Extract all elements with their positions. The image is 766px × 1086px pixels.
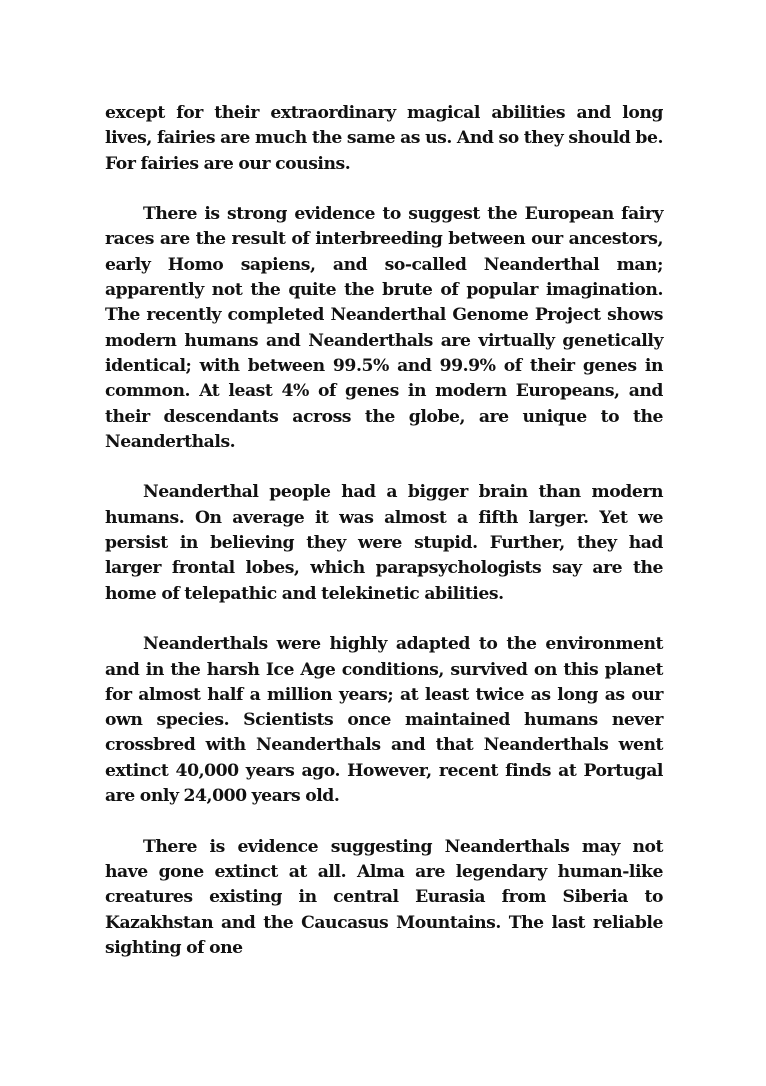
paragraph-4: Neanderthals were highly adapted to the environment and in the harsh Ice Age conditions, survived on this planet for almost half a million years; at least twice as long as our own species. Scientists once maintained humans never crossbred with Neanderthals and that Neanderthals went extinct 40,000 years ago. However, recent finds at Portugal are only 24,000 years old.: [105, 634, 663, 807]
document-page: [105, 101, 663, 961]
paragraph-5: There is evidence suggesting Neanderthals may not have gone extinct at all. Alma are legendary human-like creatures existing in central Eurasia from Siberia to Kazakhstan and the Caucasus Mountains. The last reliable sighting of one: [105, 836, 663, 958]
paragraph-2: There is strong evidence to suggest the European fairy races are the result of interbreeding between our ancestors, early Homo sapiens, and so-called Neanderthal man; apparently not the quite the brute of popular imagination. The recently completed Neanderthal Genome Project shows modern humans and Neanderthals are virtually genetically identical; with between 99.5% and 99.9% of their genes in common. At least 4% of genes in modern Europeans, and their descendants across the globe, are unique to the Neanderthals.: [105, 204, 663, 452]
paragraph-3: Neanderthal people had a bigger brain than modern humans. On average it was almost a fifth larger. Yet we persist in believing they were stupid. Further, they had larger frontal lobes, which parapsychologists say are the home of telepathic and telekinetic abilities.: [105, 482, 663, 604]
paragraph-1: except for their extraordinary magical abilities and long lives, fairies are much the same as us. And so they should be. For fairies are our cousins.: [105, 103, 663, 174]
